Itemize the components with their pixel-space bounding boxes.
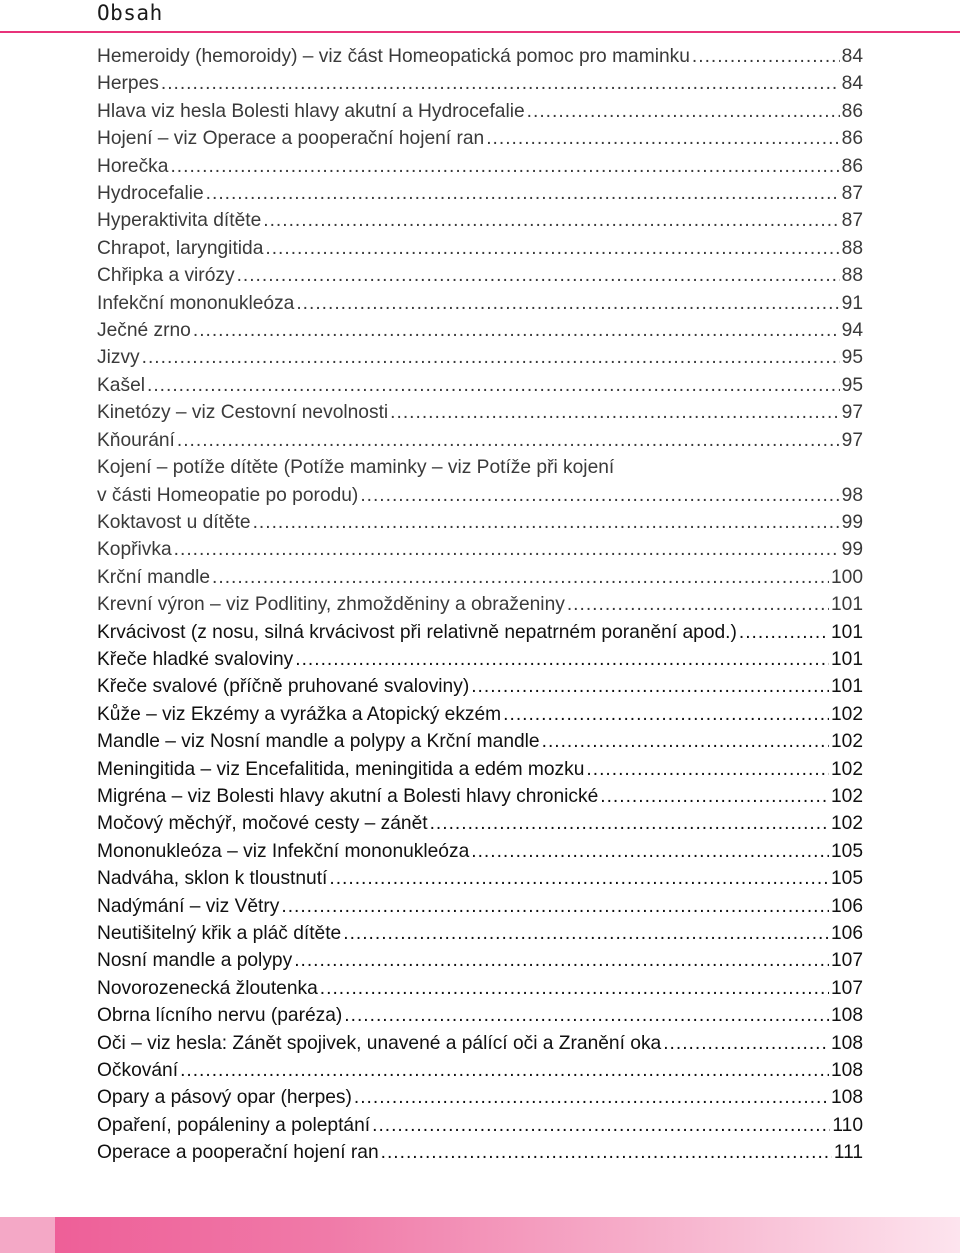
toc-entry <box>97 728 863 755</box>
dot-leader <box>344 1002 829 1029</box>
toc-entry-page: 107 <box>830 950 863 972</box>
toc-entry <box>97 1002 863 1029</box>
dot-leader <box>381 1139 832 1166</box>
toc-entry-title: Kůže – viz Ekzémy a vyrážka a Atopický ekzém <box>97 703 502 725</box>
toc-entry-page: 101 <box>830 594 863 616</box>
toc-entry-title: Chrapot, laryngitida <box>97 237 264 259</box>
toc-entry-title: Herpes <box>97 73 159 95</box>
dot-leader <box>281 893 829 920</box>
toc-entry-page: 101 <box>830 621 863 643</box>
dot-leader <box>372 1112 830 1139</box>
toc-entry <box>97 153 863 180</box>
toc-entry-title: Kojení – potíže dítěte (Potíže maminky – viz Potíže při kojení <box>97 457 615 479</box>
toc-entry <box>97 536 863 563</box>
dot-leader <box>692 43 840 70</box>
dot-leader <box>542 728 829 755</box>
toc-entry-title: Obrna lícního nervu (paréza) <box>97 1005 343 1027</box>
toc-entry-title: Močový měchýř, močové cesty – zánět <box>97 813 428 835</box>
toc-entry <box>97 180 863 207</box>
dot-leader <box>567 591 829 618</box>
toc-entry-title: Křeče svalové (příčně pruhované svaloviny) <box>97 676 470 698</box>
toc-entry <box>97 207 863 234</box>
toc-entry-title: Krční mandle <box>97 566 211 588</box>
toc-entry-page: 97 <box>841 402 863 424</box>
toc-entry-title: Kašel <box>97 374 145 396</box>
toc-entry-title: Meningitida – viz Encefalitida, meningitida a edém mozku <box>97 758 585 780</box>
toc-entry-page: 108 <box>830 1060 863 1082</box>
toc-entry-title: Opaření, popáleniny a poleptání <box>97 1114 371 1136</box>
toc-entry <box>97 43 863 70</box>
dot-leader <box>294 947 829 974</box>
toc-entry <box>97 399 863 426</box>
toc-entry-title: Infekční mononukleóza <box>97 292 295 314</box>
toc-entry-title: Mononukleóza – viz Infekční mononukleóza <box>97 840 470 862</box>
toc-entry-page: 106 <box>830 923 863 944</box>
toc-entry <box>97 427 863 454</box>
toc-entry-title: Ječné zrno <box>97 320 191 342</box>
toc-entry-title: Operace a pooperační hojení ran <box>97 1142 379 1164</box>
toc-entry-page: 95 <box>841 374 863 396</box>
toc-entry <box>97 838 863 865</box>
dot-leader <box>253 509 840 536</box>
dot-leader <box>180 1057 829 1084</box>
toc-entry-page: 95 <box>841 347 863 369</box>
dot-leader <box>527 98 840 125</box>
toc-entry <box>97 646 863 673</box>
toc-entry-title: Nadváha, sklon k tloustnutí <box>97 868 328 890</box>
toc-entry-title: Hemeroidy (hemoroidy) – viz část Homeopatická pomoc pro maminku <box>97 46 690 67</box>
header-divider <box>0 31 960 33</box>
toc-entry <box>97 344 863 371</box>
toc-entry-page: 111 <box>833 1142 863 1164</box>
toc-entry-page: 107 <box>830 977 863 999</box>
toc-entry-title: Kňourání <box>97 429 175 451</box>
dot-leader <box>237 262 840 289</box>
page-header <box>0 0 960 32</box>
dot-leader <box>503 701 829 728</box>
toc-entry-page: 88 <box>841 265 863 287</box>
toc-entry-page: 110 <box>832 1114 863 1136</box>
toc-entry-title: Krvácivost (z nosu, silná krvácivost při relativně nepatrném poranění apod.) <box>97 621 737 643</box>
toc-entry-title: Hydrocefalie <box>97 183 204 205</box>
dot-leader <box>161 70 840 97</box>
dot-leader <box>430 810 829 837</box>
toc-entry-page: 105 <box>830 840 863 862</box>
dot-leader <box>193 317 840 344</box>
toc-entry <box>97 865 863 892</box>
toc-entry-page: 102 <box>830 813 863 835</box>
toc-entry-title: Opary a pásový opar (herpes) <box>97 1087 352 1109</box>
toc-entry-page: 86 <box>841 100 863 122</box>
dot-leader <box>739 619 829 646</box>
toc-entry <box>97 70 863 97</box>
toc-entry-title: Horečka <box>97 155 169 177</box>
dot-leader <box>586 756 829 783</box>
toc-entry-title: Krevní výron – viz Podlitiny, zhmožděniny a obraženiny <box>97 594 565 616</box>
dot-leader <box>142 344 840 371</box>
toc-entry-page: 108 <box>830 1005 863 1027</box>
toc-entry <box>97 975 863 1002</box>
toc-entry-page: 105 <box>830 868 863 890</box>
toc-entry-title: Oči – viz hesla: Zánět spojivek, unavené a pálící oči a Zranění oka <box>97 1032 662 1054</box>
toc-entry <box>97 947 863 974</box>
toc-entry <box>97 673 863 700</box>
toc-entry-page: 86 <box>841 128 863 150</box>
dot-leader <box>343 920 829 947</box>
toc-entry <box>97 262 863 289</box>
toc-entry-title: Hyperaktivita dítěte <box>97 210 262 232</box>
toc-entry <box>97 893 863 920</box>
toc-entry-page: 87 <box>841 210 863 232</box>
toc-entry-title: Novorozenecká žloutenka <box>97 977 318 999</box>
toc-entry-title: Křeče hladké svaloviny <box>97 648 294 670</box>
toc-entry-page: 102 <box>830 785 863 807</box>
toc-entry <box>97 783 863 810</box>
toc-entry <box>97 290 863 317</box>
dot-leader <box>329 865 829 892</box>
toc-entry-title: Hojení – viz Operace a pooperační hojení ran <box>97 128 485 150</box>
toc-entry-title: Jizvy <box>97 347 140 369</box>
toc-entry-title: Očkování <box>97 1060 179 1082</box>
toc-entry <box>97 701 863 728</box>
toc-entry <box>97 619 863 646</box>
dot-leader <box>147 372 840 399</box>
dot-leader <box>263 207 839 234</box>
dot-leader <box>471 673 829 700</box>
dot-leader <box>296 290 839 317</box>
dot-leader <box>265 235 839 262</box>
toc-entry-title: Neutišitelný křik a pláč dítěte <box>97 923 342 944</box>
toc-entry-page: 84 <box>841 46 863 67</box>
toc-entry-page: 102 <box>830 703 863 725</box>
toc-entry <box>97 1139 863 1166</box>
toc-entry-page: 108 <box>830 1032 863 1054</box>
dot-leader <box>663 1030 829 1057</box>
toc-entry-title: Nadýmání – viz Větry <box>97 895 280 917</box>
toc-entry-title: Migréna – viz Bolesti hlavy akutní a Bolesti hlavy chronické <box>97 785 599 807</box>
toc-entry-title: Kopřivka <box>97 539 172 561</box>
toc-entry-page: 100 <box>830 566 863 588</box>
dot-leader <box>390 399 839 426</box>
dot-leader <box>486 125 839 152</box>
toc-entry-page: 101 <box>830 648 863 670</box>
dot-leader <box>212 564 829 591</box>
footer-gradient-bar <box>55 1217 960 1253</box>
toc-entry <box>97 317 863 344</box>
dot-leader <box>320 975 829 1002</box>
dot-leader <box>170 153 839 180</box>
dot-leader <box>295 646 829 673</box>
toc-entry-title: Mandle – viz Nosní mandle a polypy a Krční mandle <box>97 731 540 753</box>
footer-page-box <box>0 1217 55 1253</box>
toc-entry <box>97 98 863 125</box>
dot-leader <box>177 427 840 454</box>
toc-entry <box>97 1057 863 1084</box>
toc-entry <box>97 1112 863 1139</box>
toc-entry-page: 98 <box>841 484 863 506</box>
toc-entry-page: 94 <box>841 320 863 342</box>
toc-entry-page: 87 <box>841 183 863 205</box>
toc-entry-page: 91 <box>841 292 863 314</box>
toc-entry-title: Kinetózy – viz Cestovní nevolnosti <box>97 402 389 424</box>
toc-entry-title: Nosní mandle a polypy <box>97 950 293 972</box>
dot-leader <box>600 783 829 810</box>
page-title: Obsah <box>97 1 163 25</box>
toc-entry <box>97 1030 863 1057</box>
dot-leader <box>471 838 829 865</box>
toc-entry <box>97 810 863 837</box>
toc-entry-page: 108 <box>830 1087 863 1109</box>
toc-entry-page: 99 <box>841 539 863 561</box>
toc-entry <box>97 509 863 536</box>
toc-entry <box>97 564 863 591</box>
toc-entry-page: 102 <box>830 731 863 753</box>
toc-entry <box>97 1084 863 1111</box>
toc-entry <box>97 372 863 399</box>
toc-entry-page: 106 <box>830 895 863 917</box>
toc-entry-page: 84 <box>841 73 863 95</box>
toc-entry-page: 97 <box>841 429 863 451</box>
page-number: 8 <box>81 6 95 31</box>
toc-entry-title: Koktavost u dítěte <box>97 511 251 533</box>
toc-entry <box>97 235 863 262</box>
dot-leader <box>360 482 839 509</box>
dot-leader <box>174 536 840 563</box>
toc-entry-continuation: v části Homeopatie po porodu) <box>97 484 359 506</box>
toc-entry <box>97 920 863 947</box>
toc-entry-title: Hlava viz hesla Bolesti hlavy akutní a Hydrocefalie <box>97 100 525 122</box>
toc-entry-title: Chřipka a virózy <box>97 265 235 287</box>
toc-entry-page: 88 <box>841 237 863 259</box>
dot-leader <box>206 180 840 207</box>
table-of-contents <box>97 43 863 1167</box>
toc-entry-page: 86 <box>841 155 863 177</box>
toc-entry <box>97 591 863 618</box>
toc-entry <box>97 125 863 152</box>
page-footer <box>0 1217 960 1253</box>
toc-entry-page: 102 <box>830 758 863 780</box>
toc-entry-page: 101 <box>830 676 863 698</box>
toc-entry <box>97 482 863 509</box>
dot-leader <box>354 1084 829 1111</box>
toc-entry-page: 99 <box>841 511 863 533</box>
toc-entry <box>97 756 863 783</box>
